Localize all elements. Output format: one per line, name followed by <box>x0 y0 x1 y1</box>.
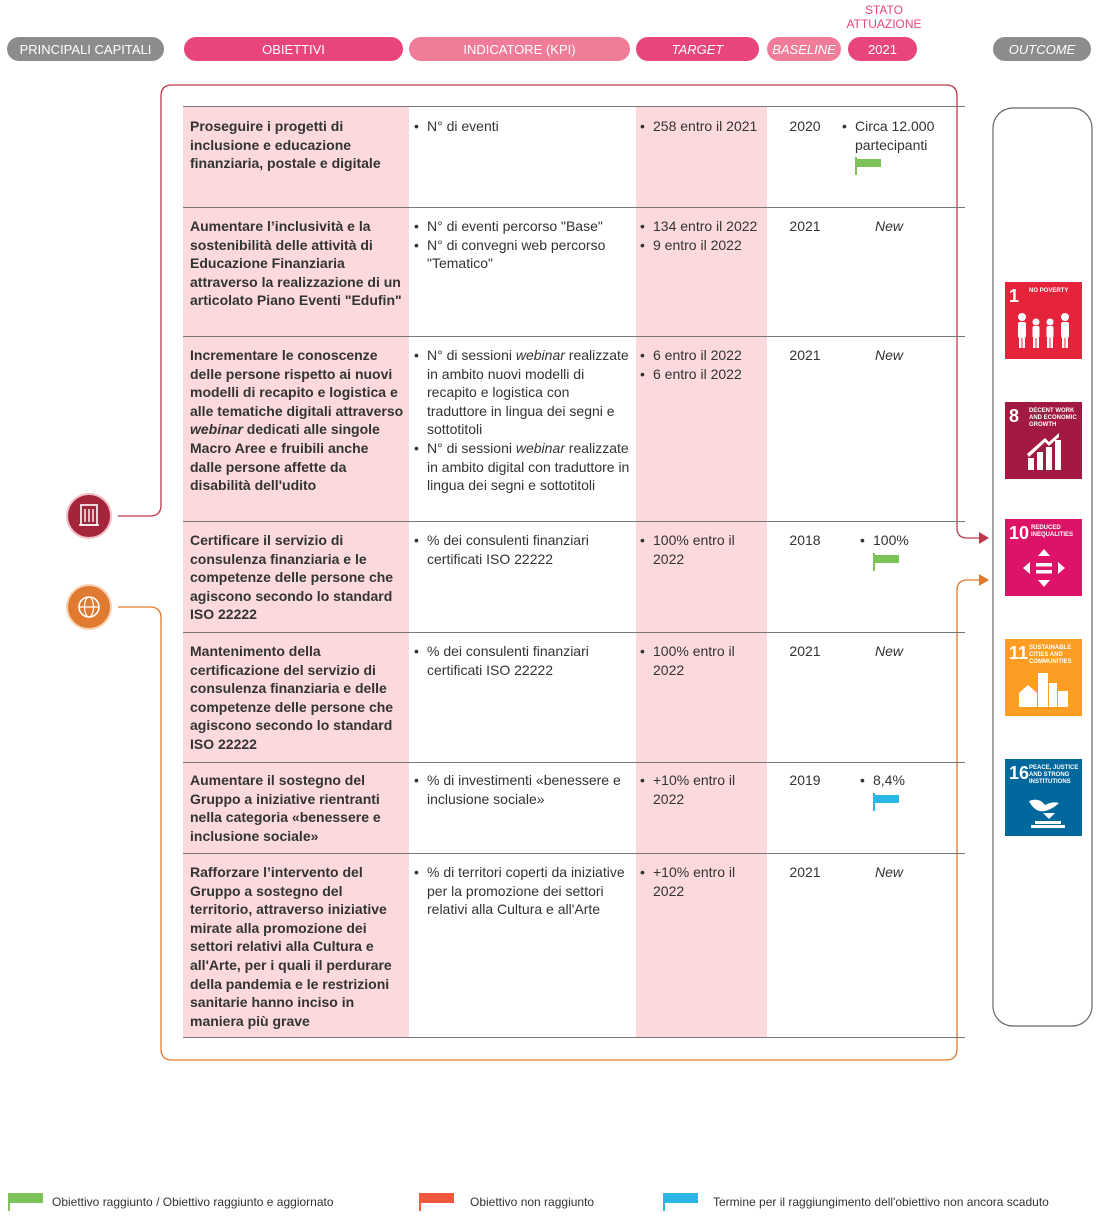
header-year: 2021 <box>848 37 917 61</box>
objective-text: Incrementare le conoscenze delle persone rispetto ai nuovi modelli di recapito e logistica e alle tematiche digitali attraverso webinar dedicati alle singole Macro Aree e fruibili anche dalle persone affette da disabilità dell'udito <box>190 347 404 494</box>
row-divider <box>183 207 965 208</box>
kpi-list: • N° di sessioni webinar realizzate in ambito nuovi modelli di recapito e logistica con traduttore in lingua dei segni e sottotitoli • N° di sessioni webinar realizzate in ambito digital con traduttore in lingua dei segni e sottotitoli <box>414 347 630 494</box>
baseline-value: 2019 <box>789 772 821 788</box>
target-list: • 100% entro il 2022 <box>640 643 735 678</box>
sdg-10-tile: 10 REDUCED INEQUALITIES <box>1005 519 1082 596</box>
row-divider <box>183 521 965 522</box>
legend-green: Obiettivo raggiunto / Obiettivo raggiunto e aggiornato <box>8 1193 334 1211</box>
target-list: • 134 entro il 2022 • 9 entro il 2022 <box>640 218 758 253</box>
building-icon <box>66 493 112 539</box>
kpi-list: • N° di eventi percorso "Base" • N° di convegni web percorso "Tematico" <box>414 218 606 272</box>
legend-blue: Termine per il raggiungimento dell'obiettivo non ancora scaduto <box>663 1193 1049 1211</box>
status-cell: New <box>874 218 903 234</box>
header-kpi: INDICATORE (KPI) <box>409 37 630 61</box>
row-divider <box>183 1037 965 1038</box>
status-cell: • 8,4% <box>860 771 936 815</box>
dove-gavel-icon <box>1015 787 1073 831</box>
objective-text: Aumentare l’inclusività e la sostenibilità delle attività di Educazione Finanziaria attraverso la realizzazione di un articolato Piano Eventi "Edufin" <box>190 218 402 309</box>
status-cell: • 100% <box>860 531 936 575</box>
target-list: • 6 entro il 2022 • 6 entro il 2022 <box>640 347 742 382</box>
baseline-value: 2018 <box>789 532 821 548</box>
target-list: • 258 entro il 2021 <box>640 118 758 134</box>
objective-text: Proseguire i progetti di inclusione e educazione finanziaria, postale e digitale <box>190 118 381 172</box>
baseline-value: 2021 <box>789 643 821 659</box>
sdg-16-tile: 16 PEACE, JUSTICE AND STRONG INSTITUTIONS <box>1005 759 1082 836</box>
status-cell: New <box>874 864 903 880</box>
header-target: TARGET <box>636 37 759 61</box>
green-flag-icon <box>8 1193 44 1211</box>
row-divider <box>183 762 965 763</box>
growth-chart-icon <box>1015 430 1073 472</box>
objective-text: Rafforzare l’intervento del Gruppo a sostegno del territorio, attraverso iniziative mirate alla promozione dei settori relativi alla Cultura e all'Arte, per i quali il perdurare della pandemia e le restrizioni sanitarie hanno inciso in maniera più grave <box>190 864 392 1029</box>
blue-flag-icon <box>873 793 899 811</box>
sdg-11-tile: 11 SUSTAINABLE CITIES AND COMMUNITIES <box>1005 639 1082 716</box>
header-stato-attuazione: STATO ATTUAZIONE <box>846 3 922 31</box>
kpi-list: • % di territori coperti da iniziative per la promozione dei settori relativi alla Cultura e all'Arte <box>414 864 625 918</box>
objective-text: Certificare il servizio di consulenza finanziaria e le competenze delle persone che agiscono secondo lo standard ISO 22222 <box>190 532 394 623</box>
equality-arrows-icon <box>1015 547 1073 589</box>
header-baseline: BASELINE <box>767 37 841 61</box>
red-flag-icon <box>419 1193 455 1211</box>
row-divider <box>183 853 965 854</box>
status-cell: New <box>874 347 903 363</box>
status-cell: New <box>874 643 903 659</box>
status-cell: • Circa 12.000 partecipanti <box>842 117 936 180</box>
city-icon <box>1015 667 1073 709</box>
target-list: • 100% entro il 2022 <box>640 532 735 567</box>
kpi-list: • % dei consulenti finanziari certificati ISO 22222 <box>414 643 589 678</box>
target-list: • +10% entro il 2022 <box>640 772 736 807</box>
header-outcome: OUTCOME <box>993 37 1091 61</box>
green-flag-icon <box>855 157 881 175</box>
header-principali-capitali: PRINCIPALI CAPITALI <box>7 37 164 61</box>
kpi-list: • % dei consulenti finanziari certificati ISO 22222 <box>414 532 589 567</box>
globe-icon <box>66 584 112 630</box>
header-obiettivi: OBIETTIVI <box>184 37 403 61</box>
family-icon <box>1015 310 1073 350</box>
sdg-1-tile: 1 NO POVERTY <box>1005 282 1082 359</box>
target-list: • +10% entro il 2022 <box>640 864 736 899</box>
kpi-list: • % di investimenti «benessere e inclusione sociale» <box>414 772 621 807</box>
baseline-value: 2020 <box>789 118 821 134</box>
green-flag-icon <box>873 553 899 571</box>
objective-text: Aumentare il sostegno del Gruppo a iniziative rientranti nella categoria «benessere e inclusione sociale» <box>190 772 381 844</box>
baseline-value: 2021 <box>789 864 821 880</box>
row-divider <box>183 336 965 337</box>
legend-red: Obiettivo non raggiunto <box>419 1193 594 1211</box>
baseline-value: 2021 <box>789 218 821 234</box>
sdg-8-tile: 8 DECENT WORK AND ECONOMIC GROWTH <box>1005 402 1082 479</box>
row-divider <box>183 106 965 107</box>
blue-flag-icon <box>663 1193 699 1211</box>
objective-text: Mantenimento della certificazione del servizio di consulenza finanziaria e delle competenze delle persone che agiscono secondo lo standard ISO 22222 <box>190 643 394 752</box>
baseline-value: 2021 <box>789 347 821 363</box>
row-divider <box>183 632 965 633</box>
kpi-list: • N° di eventi <box>414 118 499 134</box>
